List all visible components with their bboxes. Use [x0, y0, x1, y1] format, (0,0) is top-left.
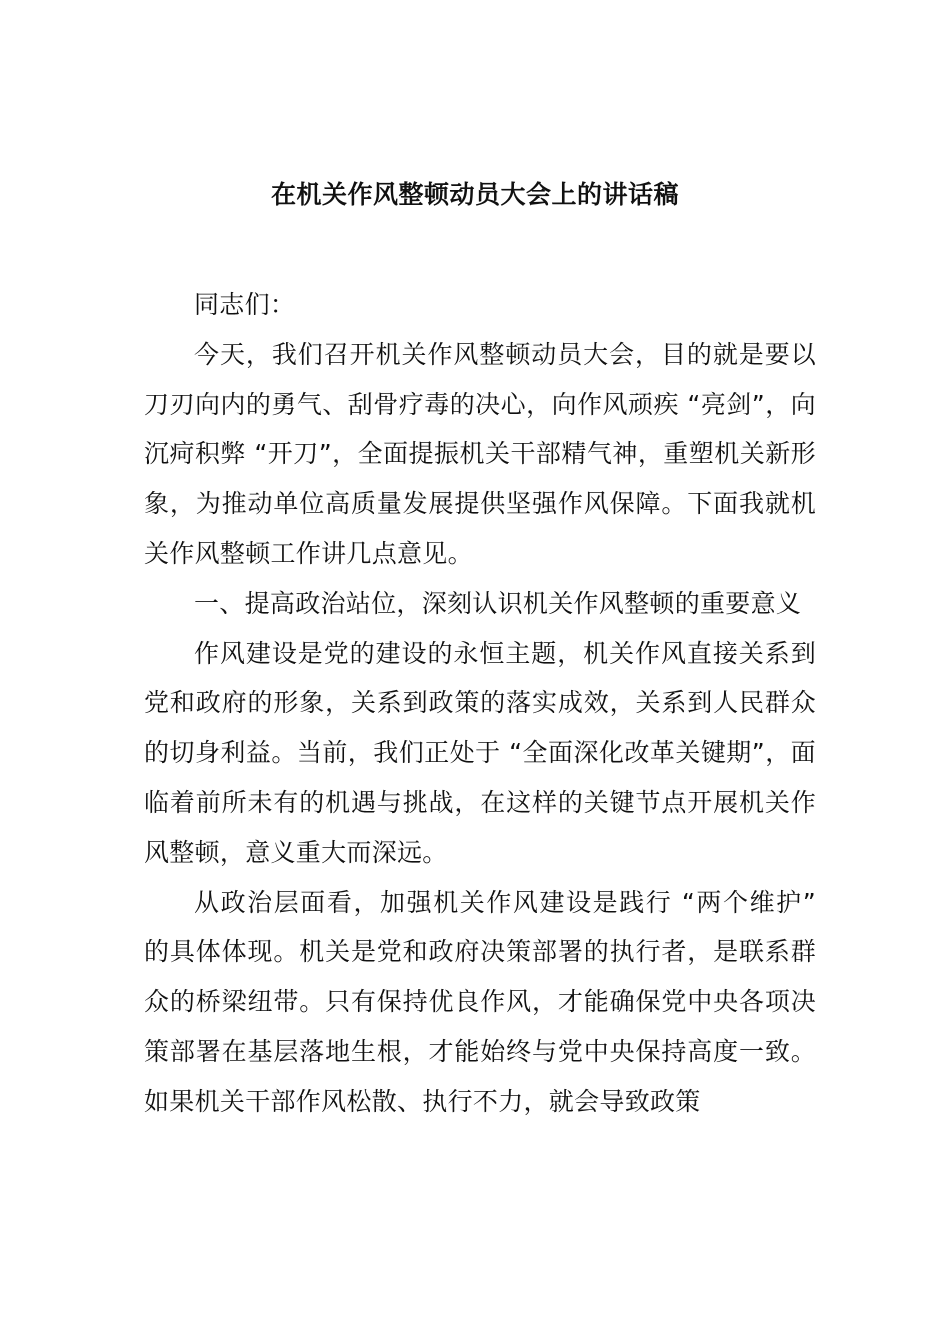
body-paragraph: 从政治层面看，加强机关作风建设是践行 “两个维护” 的具体体现。机关是党和政府决策部署的执行者，是联系群众的桥梁纽带。只有保持优良作风，才能确保党中央各项决策部署在基层落地生根，才能始终与党中央保持高度一致。如果机关干部作风松散、执行不力，就会导致政策: [144, 887, 816, 1116]
document-body: [144, 280, 816, 1127]
body-paragraph: 作风建设是党的建设的永恒主题，机关作风直接关系到党和政府的形象，关系到政策的落实成效，关系到人民群众的切身利益。当前，我们正处于 “全面深化改革关键期”，面临着前所未有的机遇与挑战，在这样的关键节点开展机关作风整顿，意义重大而深远。: [144, 638, 816, 867]
opening-paragraph: 今天，我们召开机关作风整顿动员大会，目的就是要以刀刃向内的勇气、刮骨疗毒的决心，向作风顽疾 “亮剑”，向沉疴积弊 “开刀”，全面提振机关干部精气神，重塑机关新形象，为推动单位高质量发展提供坚强作风保障。下面我就机关作风整顿工作讲几点意见。: [144, 339, 816, 568]
section-heading-1: 一、提高政治站位，深刻认识机关作风整顿的重要意义: [194, 588, 802, 618]
salutation-paragraph: 同志们：: [194, 290, 296, 319]
document-title: 在机关作风整顿动员大会上的讲话稿: [270, 179, 679, 209]
